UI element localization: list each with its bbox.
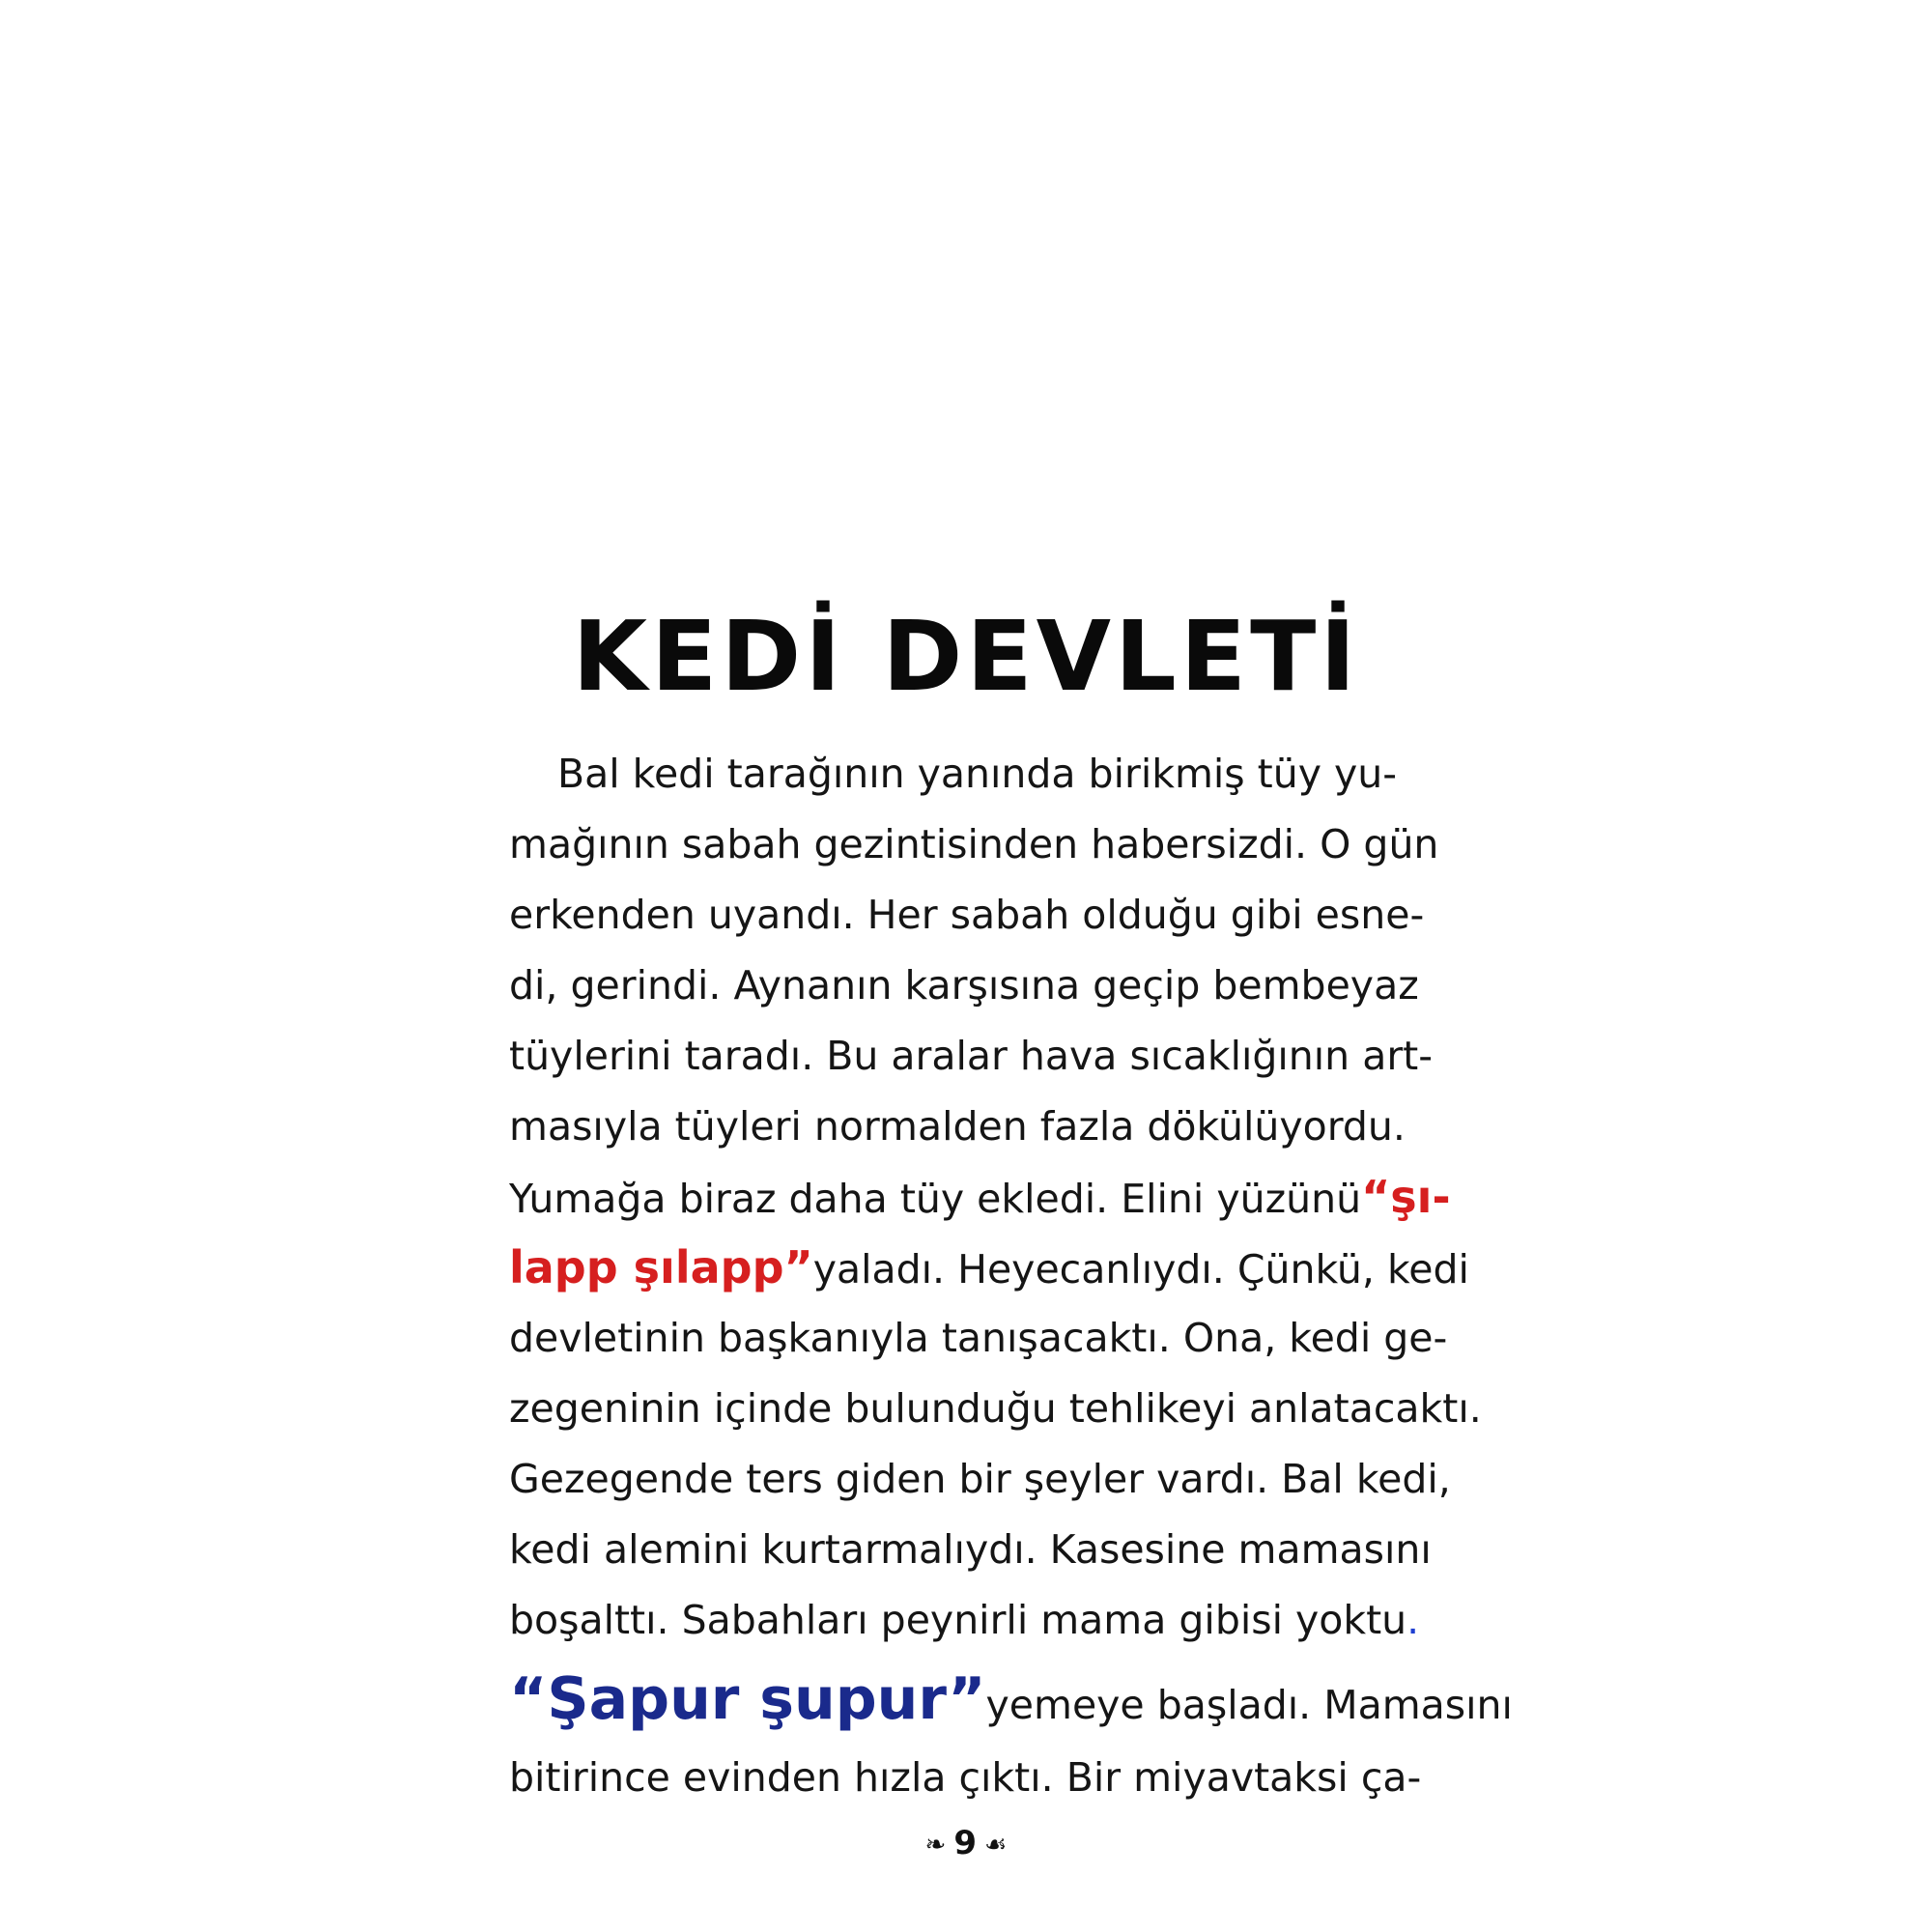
text-segment: zegeninin içinde bulunduğu tehlikeyi anlatacaktı. <box>509 1385 1482 1432</box>
text-line <box>509 810 1439 880</box>
text-segment: devletinin başkanıyla tanışacaktı. Ona, kedi ge- <box>509 1315 1448 1361</box>
text-segment: mağının sabah gezintisinden habersizdi. O gün <box>509 821 1439 867</box>
text-segment: di, gerindi. Aynanın karşısına geçip bembeyaz <box>509 962 1419 1009</box>
text-segment: Bal kedi tarağının yanında birikmiş tüy yu- <box>557 751 1398 797</box>
period-blue: . <box>1406 1597 1420 1643</box>
onomatopoeia-blue: “Şapur şupur” <box>509 1665 986 1733</box>
text-line <box>509 1021 1436 1092</box>
text-line <box>509 880 1436 951</box>
text-line <box>509 1444 1451 1515</box>
text-line <box>509 739 1436 810</box>
text-line <box>509 951 1436 1021</box>
text-line <box>509 1233 1469 1303</box>
text-segment: Gezegende ters giden bir şeyler vardı. Bal kedi, <box>509 1456 1451 1502</box>
text-line <box>509 1374 1482 1444</box>
text-segment: yemeye başladı. Mamasını <box>985 1682 1513 1728</box>
text-line <box>509 1656 1513 1743</box>
page-number: 9 <box>953 1824 978 1862</box>
text-segment <box>509 1585 1419 1656</box>
text-line <box>509 1585 1436 1656</box>
text-segment: bitirince evinden hızla çıktı. Bir miyavtaksi ça- <box>509 1754 1422 1801</box>
text-segment: erkenden uyandı. Her sabah olduğu gibi esne- <box>509 892 1425 938</box>
ornament-right-icon: ☙ <box>984 1830 1008 1860</box>
page-number-footer <box>0 1824 1932 1862</box>
story-text <box>509 739 1513 1813</box>
text-line <box>509 1092 1436 1162</box>
text-segment: boşalttı. Sabahları peynirli mama gibisi yoktu <box>509 1597 1407 1643</box>
text-segment: kedi alemini kurtarmalıydı. Kasesine mamasını <box>509 1526 1432 1573</box>
text-segment: yaladı. Heyecanlıydı. Çünkü, kedi <box>812 1246 1469 1293</box>
page-title: KEDİ DEVLETİ <box>572 600 1360 713</box>
text-line <box>509 1162 1451 1233</box>
text-segment: masıyla tüyleri normalden fazla dökülüyordu. <box>509 1103 1406 1150</box>
text-line <box>509 1303 1448 1374</box>
text-segment: tüylerini taradı. Bu aralar hava sıcaklığının art- <box>509 1033 1434 1079</box>
text-line <box>509 1515 1436 1585</box>
onomatopoeia-red: lapp şılapp” <box>509 1241 813 1293</box>
text-line <box>509 1743 1436 1813</box>
text-segment: Yumağa biraz daha tüy ekledi. Elini yüzünü <box>509 1176 1362 1222</box>
onomatopoeia-red: “şı- <box>1361 1171 1451 1223</box>
ornament-left-icon: ❧ <box>924 1830 947 1860</box>
